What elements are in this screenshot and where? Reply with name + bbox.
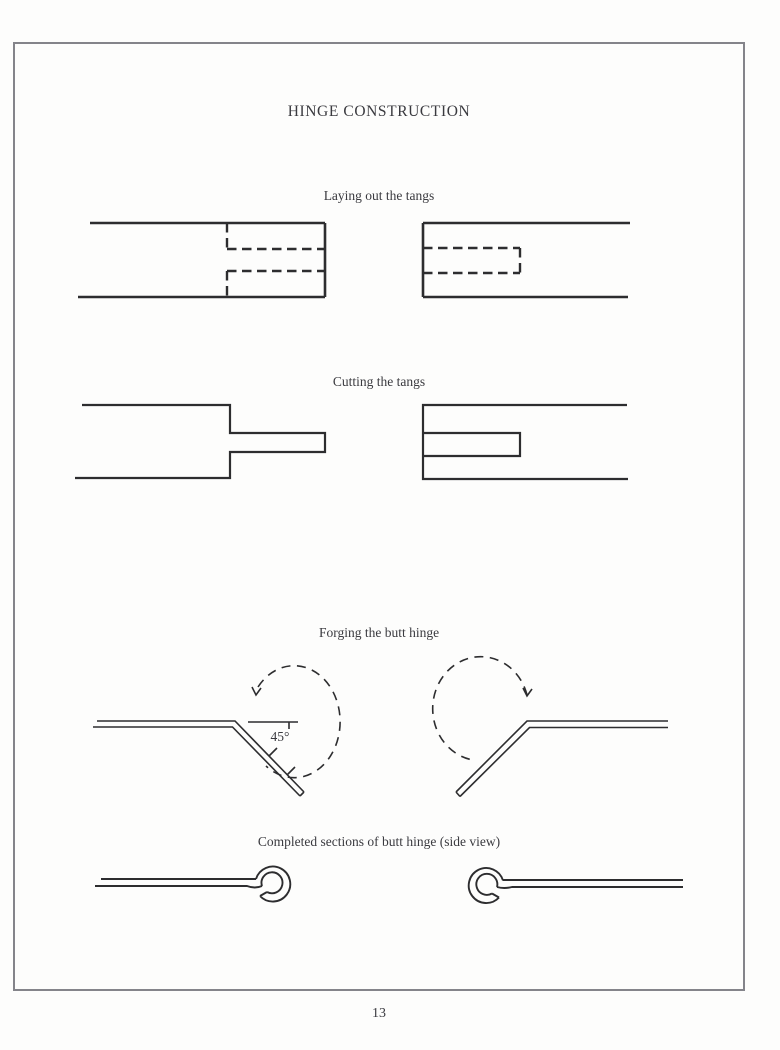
figure-laying-out-left-bar	[78, 223, 325, 297]
figure-forging-right	[433, 657, 668, 797]
cut-slot-right	[423, 433, 520, 456]
caption-forging-the-butt-hinge: Forging the butt hinge	[318, 625, 440, 640]
angle-45-label: 45°	[270, 729, 290, 744]
tang-layout-dashed-lines-left	[227, 223, 325, 297]
caption-completed-sections: Completed sections of butt hinge (side view)	[257, 834, 501, 849]
caption-cutting-the-tangs: Cutting the tangs	[332, 374, 426, 389]
figure-cutting-left-bar	[75, 405, 325, 478]
figure-completed-left	[95, 867, 290, 902]
figure-laying-out-right-bar	[423, 223, 630, 297]
rotation-arrowhead-icon-left	[252, 687, 261, 695]
page-title: HINGE CONSTRUCTION	[287, 103, 471, 120]
barrel-curl-left	[256, 867, 290, 902]
rotation-arrowhead-icon-right	[523, 688, 532, 696]
strap-lines-left	[95, 879, 262, 888]
barrel-curl-right	[469, 868, 503, 903]
tang-layout-dashed-lines-right	[423, 248, 520, 273]
angle-reference-line	[248, 722, 298, 729]
caption-laying-out-the-tangs: Laying out the tangs	[323, 188, 435, 203]
bent-bar-right	[456, 721, 668, 797]
figure-cutting-right-bar	[423, 405, 628, 479]
bent-bar-left	[93, 721, 304, 796]
figure-forging-left	[93, 666, 340, 796]
figure-completed-right	[469, 868, 683, 903]
page-number: 13	[372, 1006, 386, 1021]
strap-lines-right	[497, 880, 683, 888]
diagonal-tick-marks	[269, 748, 295, 775]
